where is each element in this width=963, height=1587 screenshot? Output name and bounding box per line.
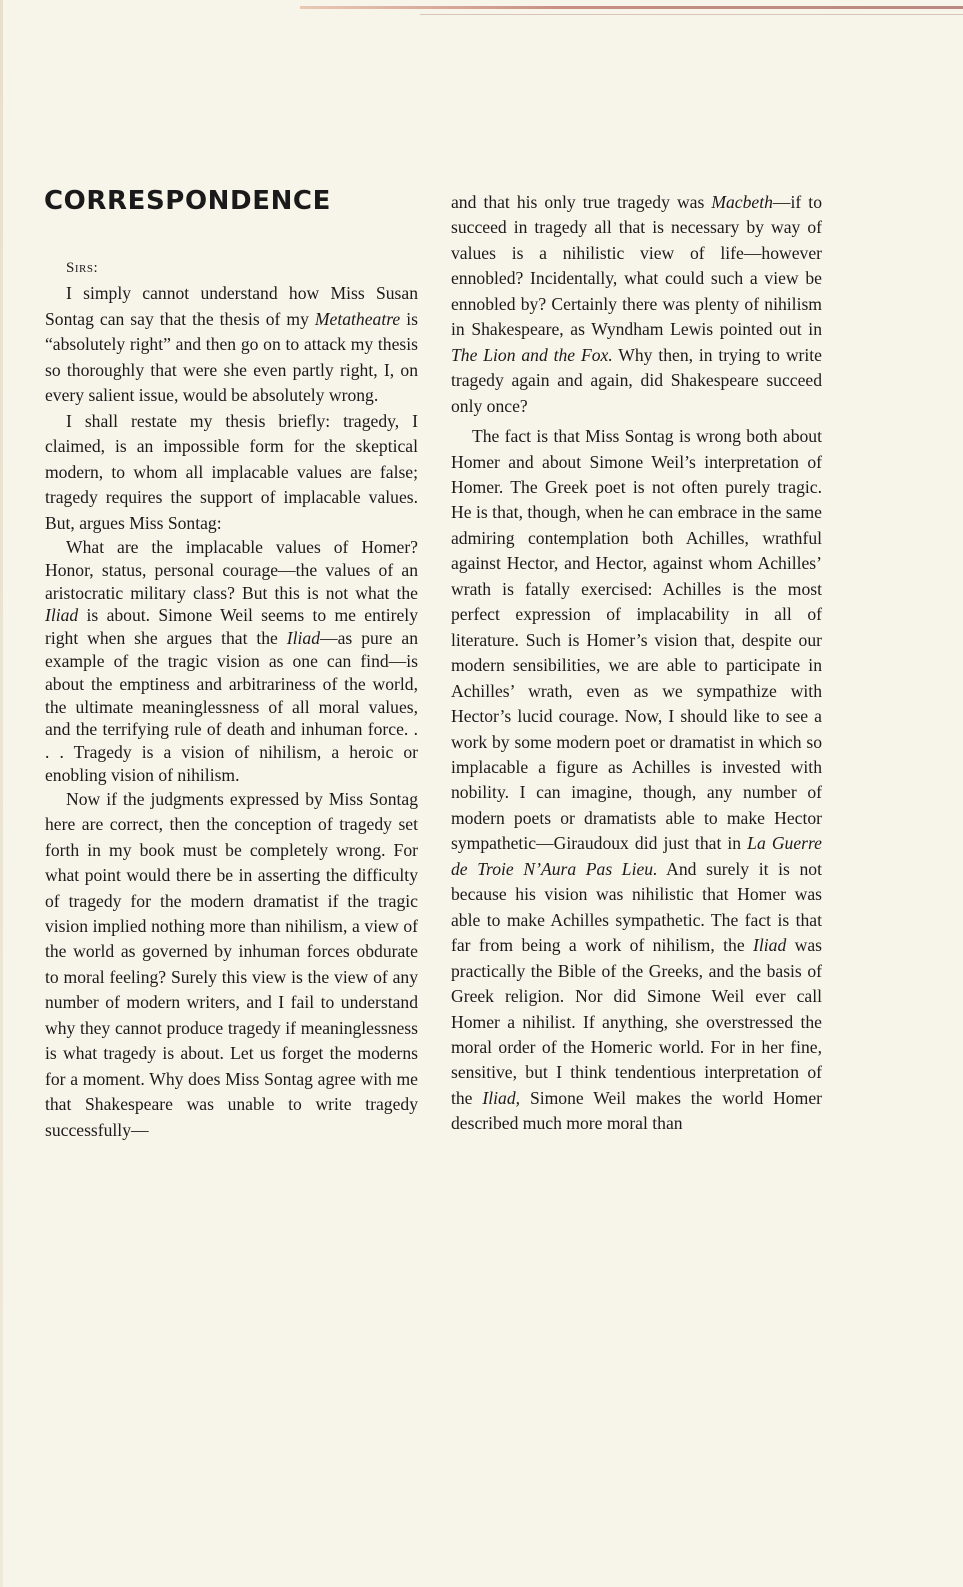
right-p2-a: The fact is that Miss Sontag is wrong both about Homer and about Simone Weil’s interpretation of Homer. The Greek poet is not often purely tragic. He is that, though, when he can embrace in the same admiring contemplation both Achilles, wrathful against Hector, and Hector, against whom Achilles’ wrath is fatally exercised: Achilles is the most perfect expression of implacability in all of literature. Such is Homer’s vision that, despite our modern sensibilities, we are able to participate in Achilles’ wrath, even as we sympathize with Hector’s lucid courage. Now, I should like to see a work by some modern poet or dramatist in which so implacable a figure as Achilles is invested with nobility. I can imagine, though, any number of modern poets or dramatists able to make Hector sympathetic—Giraudoux did just that in xyxy=(451,426,822,854)
quote-part-a: What are the implacable values of Homer? Honor, status, personal courage—the values of an aristocratic military class? But this is not what the xyxy=(45,536,418,603)
book-title-lion-fox: The Lion and the Fox. xyxy=(451,344,613,365)
top-rule xyxy=(300,6,963,9)
quote-iliad-2: Iliad xyxy=(286,628,321,649)
salutation: Sirs: xyxy=(66,260,99,276)
book-title-metatheatre: Metatheatre xyxy=(314,308,401,329)
play-title-guerre: La Guerre de Troie N’Aura Pas Lieu. xyxy=(451,833,822,879)
play-title-macbeth: Macbeth xyxy=(711,192,773,212)
page-top-margin xyxy=(0,20,963,170)
right-p2-d: Simone Weil makes the world Homer described much more moral than xyxy=(451,1087,823,1134)
quote-part-c: —as pure an example of the tragic vision as one can find—is about the emptiness and arbitrariness of the world, the ultimate meaninglessness of all moral values, and the terrifying rule of death and inhuman force. . . . Tragedy is a vision of nihilism, a heroic or enobling vision of nihilism. xyxy=(45,628,418,785)
right-paragraph-2 xyxy=(451,424,822,1137)
right-p1-c: Why then, in trying to write tragedy again and again, did Shakespeare succeed only once? xyxy=(451,344,822,416)
paragraph-1-text: I simply cannot understand how Miss Susan Sontag can say that the thesis of my xyxy=(45,283,418,329)
right-p1-a: and that his only true tragedy was xyxy=(451,192,705,212)
right-p2-b: And surely it is not because his vision was nihilistic that Homer was able to make Achilles sympathetic. The fact is that far from being a work of nihilism, the xyxy=(451,858,822,956)
paragraph-1 xyxy=(45,281,418,408)
section-title: CORRESPONDENCE xyxy=(44,186,331,216)
paragraph-1-end: is “absolutely right” and then go on to attack my thesis so thoroughly that were she even partly right, I, on every salient issue, would be absolutely wrong. xyxy=(45,308,418,406)
right-iliad-2: Iliad, xyxy=(482,1087,521,1108)
top-rule-secondary xyxy=(420,14,963,15)
right-iliad-1: Iliad xyxy=(753,935,787,956)
paragraph-3: Now if the judgments expressed by Miss Sontag here are correct, then the conception of tragedy set forth in my book must be completely wrong. For what point would there be in asserting the difficulty of tragedy for the modern dramatist if the tragic vision implied nothing more than nihilism, a view of the world as governed by inhuman forces obdurate to moral feeling? Surely this view is the view of any number of modern writers, and I fail to understand why they cannot produce tragedy if meaninglessness is what tragedy is about. Let us forget the moderns for a moment. Why does Miss Sontag agree with me that Shakespeare was unable to write tragedy successfully— xyxy=(45,788,418,1140)
right-column xyxy=(451,190,822,1137)
paragraph-2: I shall restate my thesis briefly: tragedy, I claimed, is an impossible form for the skeptical modern, to whom all implacable values are false; tragedy requires the support of implacable values. But, argues Miss Sontag: xyxy=(45,410,418,533)
left-column xyxy=(45,256,418,1143)
right-p1-b: —if to succeed in tragedy all that is necessary by way of values is a nihilistic view of life—however ennobled? Incidentally, what could such a view be ennobled by? Certainly there was plenty of nihilism in Shakespeare, as Wyndham Lewis pointed out in xyxy=(451,192,822,340)
quote-part-b: is about. Simone Weil seems to me entirely right when she argues that the xyxy=(45,605,418,649)
right-p2-c: was practically the Bible of the Greeks, and the basis of Greek religion. Nor did Simone Weil ever call Homer a nihilist. If anything, she overstressed the moral order of the Homeric world. For in her fine, sensitive, but I think tendentious interpretation of the xyxy=(451,935,822,1108)
page-left-edge xyxy=(0,0,3,1587)
quote-iliad-1: Iliad xyxy=(45,605,79,626)
right-paragraph-1 xyxy=(451,190,822,419)
block-quote xyxy=(45,536,418,787)
